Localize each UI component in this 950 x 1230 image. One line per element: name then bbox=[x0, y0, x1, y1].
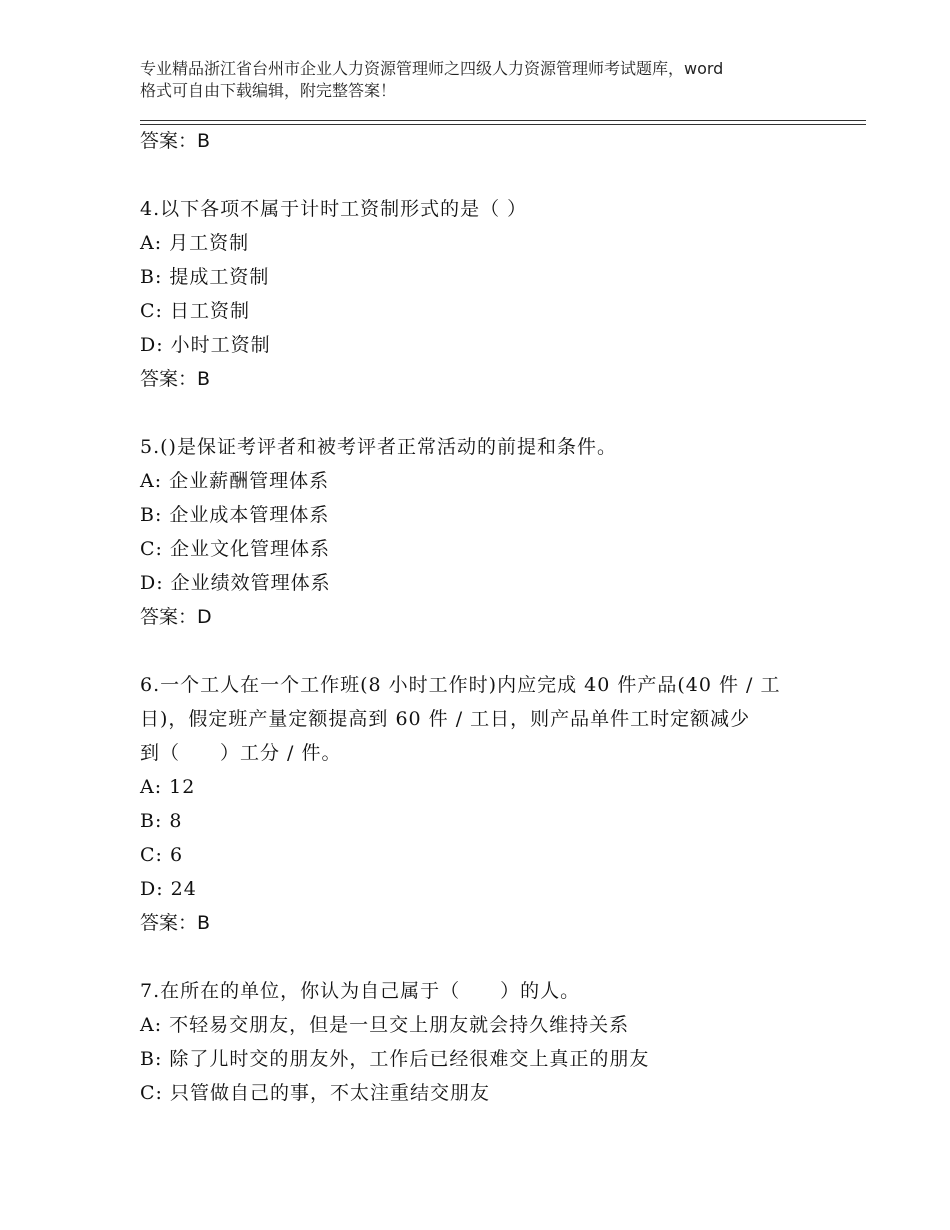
question-block bbox=[140, 974, 840, 1110]
option-c: C: 企业文化管理体系 bbox=[140, 538, 330, 560]
question-text: 7.在所在的单位，你认为自己属于（ ）的人。 bbox=[140, 980, 581, 1002]
option-c: C: 日工资制 bbox=[140, 300, 250, 322]
option-d: D: 小时工资制 bbox=[140, 334, 271, 356]
question-text-line-1: 6.一个工人在一个工作班(8 小时工作时)内应完成 40 件产品(40 件 / 工 bbox=[140, 674, 781, 696]
answer-line: 答案：D bbox=[140, 606, 212, 628]
question-block bbox=[140, 668, 840, 940]
header-line-1: 专业精品浙江省台州市企业人力资源管理师之四级人力资源管理师考试题库，word bbox=[140, 59, 724, 78]
option-c: C: 6 bbox=[140, 844, 184, 866]
question-text: 4.以下各项不属于计时工资制形式的是（ ） bbox=[140, 198, 528, 220]
option-a: A: 企业薪酬管理体系 bbox=[140, 470, 330, 492]
question-list bbox=[140, 124, 840, 1110]
option-b: B: 除了儿时交的朋友外，工作后已经很难交上真正的朋友 bbox=[140, 1048, 650, 1070]
document-header bbox=[140, 58, 830, 102]
question-block bbox=[140, 430, 840, 634]
header-line-2: 格式可自由下载编辑，附完整答案！ bbox=[140, 81, 397, 100]
option-a: A: 不轻易交朋友，但是一旦交上朋友就会持久维持关系 bbox=[140, 1014, 630, 1036]
question-text-line-3: 到（ ）工分 / 件。 bbox=[140, 742, 342, 764]
option-b: B: 提成工资制 bbox=[140, 266, 270, 288]
question-text-line-2: 日)，假定班产量定额提高到 60 件 / 工日，则产品单件工时定额减少 bbox=[140, 708, 751, 730]
option-d: D: 24 bbox=[140, 878, 197, 900]
option-b: B: 企业成本管理体系 bbox=[140, 504, 330, 526]
option-a: A: 月工资制 bbox=[140, 232, 250, 254]
option-d: D: 企业绩效管理体系 bbox=[140, 572, 331, 594]
header-divider-top bbox=[140, 120, 866, 121]
answer-line: 答案：B bbox=[140, 912, 211, 934]
answer-line: 答案：B bbox=[140, 130, 211, 152]
question-text: 5.()是保证考评者和被考评者正常活动的前提和条件。 bbox=[140, 436, 617, 458]
answer-line: 答案：B bbox=[140, 368, 211, 390]
option-b: B: 8 bbox=[140, 810, 183, 832]
question-block bbox=[140, 192, 840, 396]
option-a: A: 12 bbox=[140, 776, 196, 798]
option-c: C: 只管做自己的事，不太注重结交朋友 bbox=[140, 1082, 490, 1104]
